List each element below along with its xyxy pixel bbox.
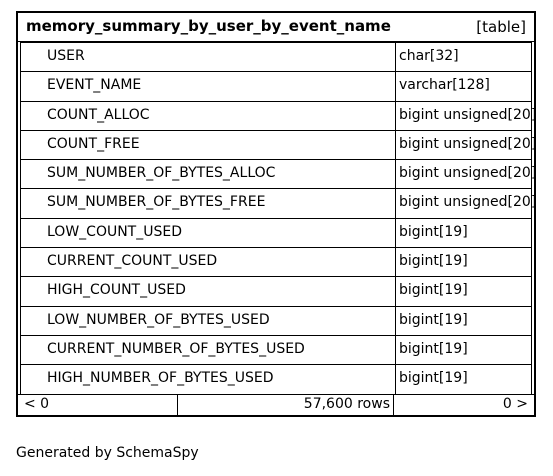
column-name: USER xyxy=(20,43,396,71)
row-count: 57,600 rows xyxy=(178,395,394,415)
column-type: bigint unsigned[20] xyxy=(396,189,532,217)
column-row[interactable] xyxy=(20,101,537,130)
column-name: LOW_NUMBER_OF_BYTES_USED xyxy=(20,307,396,335)
column-type: bigint[19] xyxy=(396,219,532,247)
column-row[interactable] xyxy=(20,159,537,188)
table-node[interactable] xyxy=(16,11,536,417)
column-name: HIGH_NUMBER_OF_BYTES_USED xyxy=(20,365,396,393)
column-row[interactable] xyxy=(20,276,532,305)
column-type: varchar[128] xyxy=(396,72,532,100)
column-row[interactable] xyxy=(20,306,532,335)
column-name: SUM_NUMBER_OF_BYTES_ALLOC xyxy=(20,160,396,188)
table-header xyxy=(18,13,534,42)
table-type-label: [table] xyxy=(476,18,526,36)
column-name: LOW_COUNT_USED xyxy=(20,219,396,247)
column-type: bigint[19] xyxy=(396,365,532,393)
child-count: 0 > xyxy=(502,396,528,412)
column-name: SUM_NUMBER_OF_BYTES_FREE xyxy=(20,189,396,217)
column-type: bigint[19] xyxy=(396,277,532,305)
column-row[interactable] xyxy=(20,218,532,247)
column-type: char[32] xyxy=(396,43,532,71)
column-row[interactable] xyxy=(20,335,532,364)
column-type: bigint[19] xyxy=(396,307,532,335)
column-name: EVENT_NAME xyxy=(20,72,396,100)
column-row[interactable] xyxy=(20,247,532,276)
column-type: bigint unsigned[20] xyxy=(396,160,532,188)
column-type: bigint unsigned[20] xyxy=(396,131,532,159)
column-row[interactable] xyxy=(20,130,537,159)
column-type: bigint[19] xyxy=(396,336,532,364)
column-row[interactable] xyxy=(20,188,537,217)
table-name: memory_summary_by_user_by_event_name xyxy=(26,17,391,35)
column-row[interactable] xyxy=(20,364,532,393)
column-name: CURRENT_COUNT_USED xyxy=(20,248,396,276)
generated-by-label: Generated by SchemaSpy xyxy=(16,445,199,461)
column-list xyxy=(20,42,537,394)
table-footer xyxy=(18,394,534,415)
column-name: COUNT_FREE xyxy=(20,131,396,159)
column-type: bigint[19] xyxy=(396,248,532,276)
column-type: bigint unsigned[20] xyxy=(396,102,532,130)
column-name: COUNT_ALLOC xyxy=(20,102,396,130)
parent-count: < 0 xyxy=(18,395,178,415)
column-name: CURRENT_NUMBER_OF_BYTES_USED xyxy=(20,336,396,364)
column-row[interactable] xyxy=(20,42,532,71)
column-name: HIGH_COUNT_USED xyxy=(20,277,396,305)
column-row[interactable] xyxy=(20,71,532,100)
